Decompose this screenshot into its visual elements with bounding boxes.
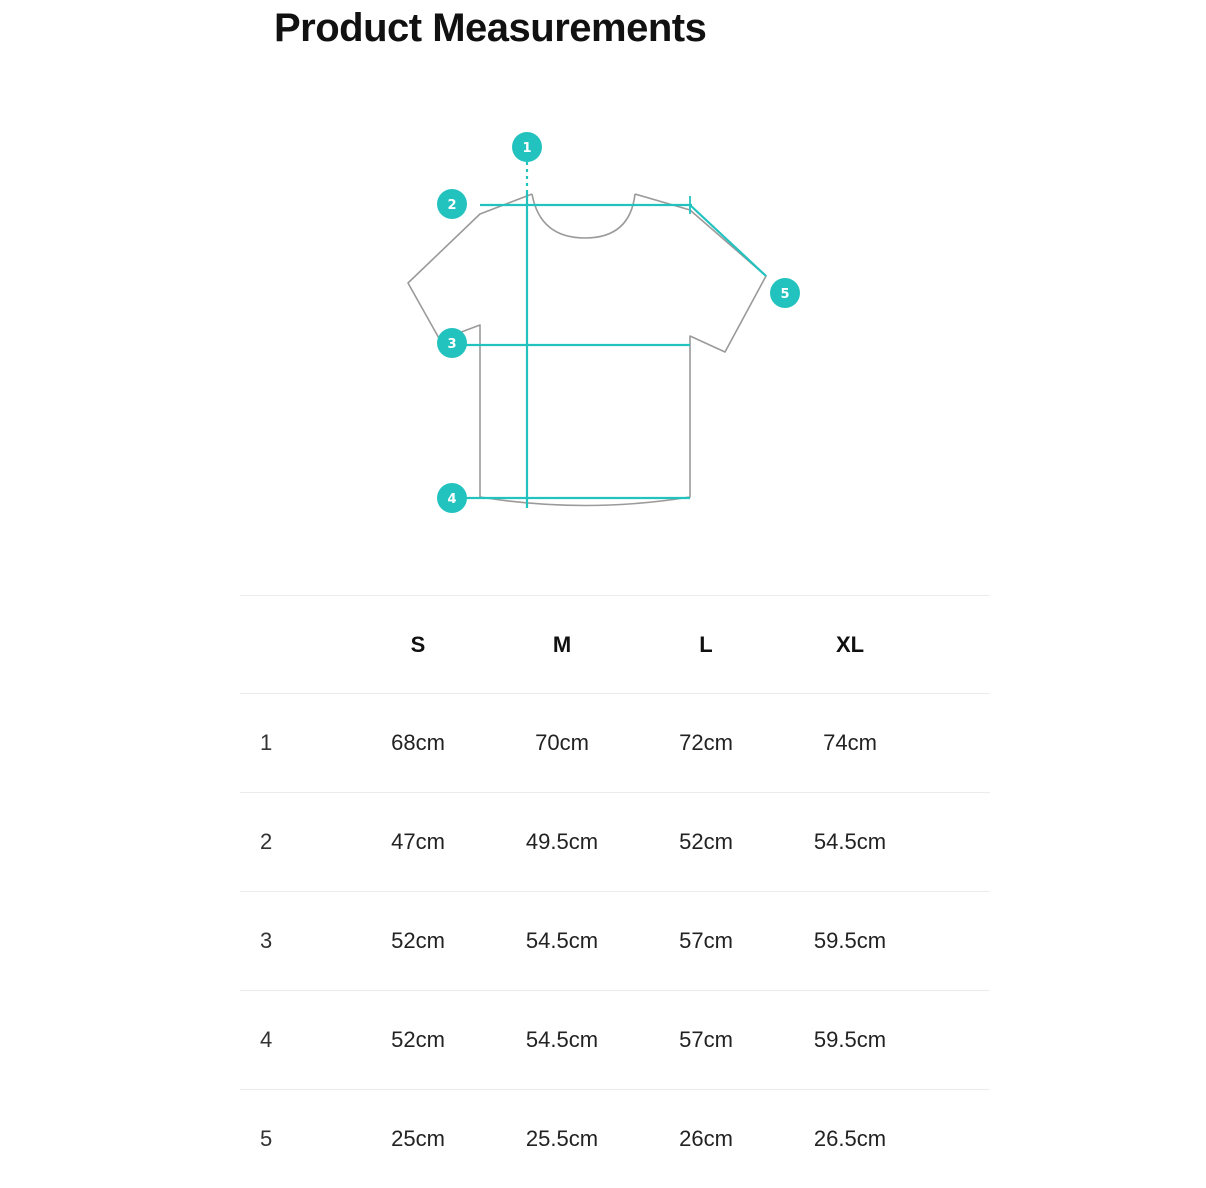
marker-3 (437, 328, 467, 358)
row-label: 5 (260, 1126, 273, 1151)
marker-2 (437, 189, 467, 219)
measurements-table (240, 595, 990, 1188)
table-cell: 54.5cm (525, 1027, 599, 1052)
table-cell: 74cm (823, 730, 877, 755)
row-label: 4 (260, 1027, 273, 1052)
svg-text:1: 1 (522, 141, 532, 156)
svg-text:4: 4 (447, 492, 457, 507)
table-cell: 59.5cm (813, 1027, 887, 1052)
table-cell: 26cm (679, 1126, 733, 1151)
table-cell: 70cm (535, 730, 589, 755)
marker-5 (770, 278, 800, 308)
row-label: 1 (260, 730, 273, 755)
page-title: Product Measurements (274, 6, 707, 50)
table-cell: 52cm (391, 1027, 445, 1052)
row-label: 3 (260, 928, 273, 953)
table-cell: 25cm (391, 1126, 445, 1151)
size-header-s: S (410, 631, 426, 657)
table-cell: 59.5cm (813, 928, 887, 953)
table-row (240, 693, 990, 792)
table-cell: 52cm (391, 928, 445, 953)
table-cell: 54.5cm (525, 928, 599, 953)
svg-text:2: 2 (447, 198, 457, 213)
sleeve-line (690, 205, 766, 276)
table-cell: 54.5cm (813, 829, 887, 854)
table-row (240, 990, 990, 1089)
measurement-lines (466, 162, 766, 508)
table-row (240, 1089, 990, 1188)
svg-text:5: 5 (780, 287, 790, 302)
table-row (240, 792, 990, 891)
table-header-row (240, 595, 990, 693)
marker-1 (512, 132, 542, 162)
size-header-xl: XL (835, 631, 865, 657)
marker-4 (437, 483, 467, 513)
table-cell: 26.5cm (813, 1126, 887, 1151)
row-label: 2 (260, 829, 273, 854)
table-cell: 57cm (679, 1027, 733, 1052)
table-row (240, 891, 990, 990)
table-cell: 68cm (391, 730, 445, 755)
table-cell: 49.5cm (525, 829, 599, 854)
tshirt-measurement-diagram (0, 0, 1206, 560)
table-cell: 72cm (679, 730, 733, 755)
size-header-m: M (552, 631, 572, 657)
svg-text:3: 3 (447, 337, 457, 352)
table-cell: 52cm (679, 829, 733, 854)
table-cell: 57cm (679, 928, 733, 953)
table-cell: 25.5cm (525, 1126, 599, 1151)
size-header-l: L (699, 631, 713, 657)
table-cell: 47cm (391, 829, 445, 854)
